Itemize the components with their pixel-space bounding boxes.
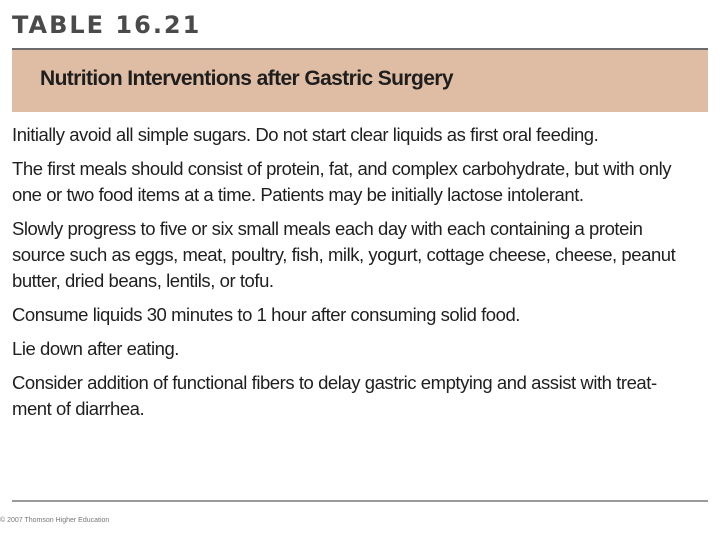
list-item: Consume liquids 30 minutes to 1 hour after consuming solid food. (12, 304, 520, 325)
table-title-band (12, 50, 708, 112)
list-item: Lie down after eating. (12, 338, 179, 359)
list-item: The first meals should consist of protein, fat, and complex carbohydrate, but with only one or two food items at a time. Patients may be initially lactose intolerant. (12, 158, 672, 205)
bottom-divider (12, 500, 708, 502)
list-item: Initially avoid all simple sugars. Do not start clear liquids as first oral feeding. (12, 124, 599, 145)
table-title: Nutrition Interventions after Gastric Surgery (40, 67, 453, 90)
list-item: Slowly progress to five or six small meals each day with each containing a protein source such as eggs, meat, poultry, fish, milk, yogurt, cottage cheese, cheese, peanut butter, dried beans, lentils, or tofu. (12, 218, 676, 291)
list-item: Consider addition of functional fibers to delay gastric emptying and assist with treat- ment of diarrhea. (12, 372, 657, 419)
copyright-notice: © 2007 Thomson Higher Education (0, 517, 110, 524)
interventions-list (12, 122, 702, 430)
table-number-label: TABLE 16.21 (12, 11, 202, 39)
